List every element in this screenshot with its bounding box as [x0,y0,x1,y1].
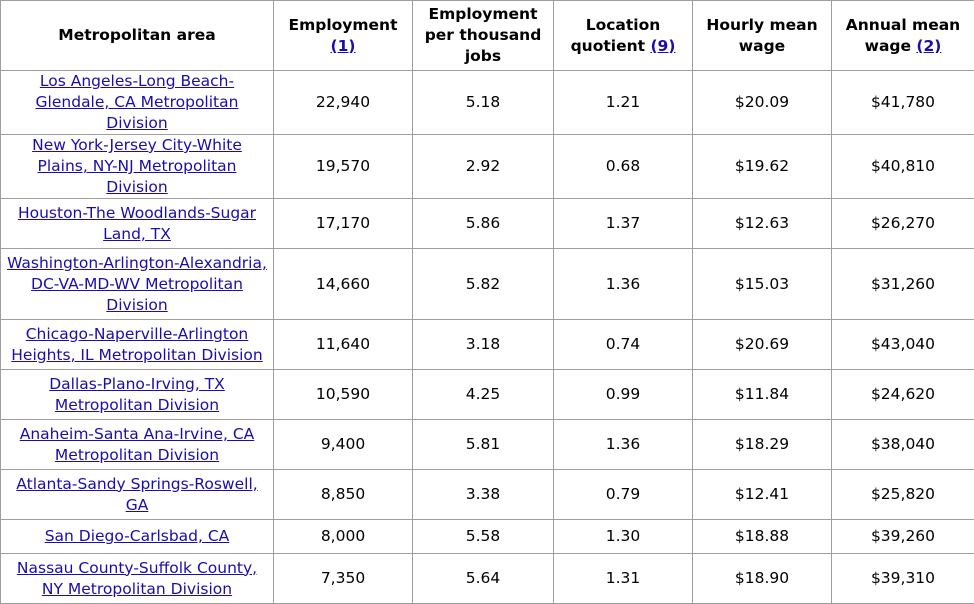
hourly-wage-cell: $15.03 [693,249,832,320]
table-row [1,135,974,199]
per-thousand-cell: 5.18 [413,71,554,135]
hourly-wage-cell: $18.90 [693,554,832,604]
header-employment: Employment (1) [274,1,413,71]
table-row [1,470,974,520]
table-row [1,71,974,135]
area-link[interactable]: Nassau County-Suffolk County, NY Metropolitan Division [17,559,257,598]
area-link[interactable]: Atlanta-Sandy Springs-Roswell, GA [16,475,257,514]
header-metropolitan-area: Metropolitan area [1,1,274,71]
annual-wage-cell: $41,780 [832,71,974,135]
hourly-wage-cell: $19.62 [693,135,832,199]
hourly-wage-cell: $18.29 [693,420,832,470]
annual-wage-cell: $40,810 [832,135,974,199]
employment-cell: 8,850 [274,470,413,520]
employment-cell: 10,590 [274,370,413,420]
location-quotient-cell: 0.79 [554,470,693,520]
area-cell [1,249,274,320]
location-quotient-cell: 1.31 [554,554,693,604]
per-thousand-cell: 3.38 [413,470,554,520]
table-row [1,249,974,320]
employment-cell: 14,660 [274,249,413,320]
footnote-link-9[interactable]: (9) [650,37,675,55]
table-row [1,420,974,470]
area-cell [1,370,274,420]
per-thousand-cell: 4.25 [413,370,554,420]
area-link[interactable]: San Diego-Carlsbad, CA [45,527,230,545]
header-hourly-mean-wage: Hourly mean wage [693,1,832,71]
location-quotient-cell: 0.68 [554,135,693,199]
hourly-wage-cell: $11.84 [693,370,832,420]
employment-cell: 22,940 [274,71,413,135]
table-row [1,520,974,554]
area-cell [1,420,274,470]
hourly-wage-cell: $20.69 [693,320,832,370]
area-link[interactable]: Chicago-Naperville-Arlington Heights, IL Metropolitan Division [11,325,262,364]
location-quotient-cell: 0.99 [554,370,693,420]
location-quotient-cell: 1.36 [554,249,693,320]
area-link[interactable]: Anaheim-Santa Ana-Irvine, CA Metropolitan Division [20,425,255,464]
location-quotient-cell: 1.36 [554,420,693,470]
area-link[interactable]: Washington-Arlington-Alexandria, DC-VA-MD-WV Metropolitan Division [7,254,267,314]
table-row [1,370,974,420]
employment-cell: 8,000 [274,520,413,554]
hourly-wage-cell: $12.63 [693,199,832,249]
hourly-wage-cell: $18.88 [693,520,832,554]
area-link[interactable]: Dallas-Plano-Irving, TX Metropolitan Division [49,375,225,414]
per-thousand-cell: 5.82 [413,249,554,320]
footnote-link-1[interactable]: (1) [331,37,356,55]
table-header-row [1,1,974,71]
per-thousand-cell: 2.92 [413,135,554,199]
location-quotient-cell: 1.37 [554,199,693,249]
area-link[interactable]: New York-Jersey City-White Plains, NY-NJ Metropolitan Division [32,136,242,196]
footnote-link-2[interactable]: (2) [916,37,941,55]
annual-wage-cell: $39,310 [832,554,974,604]
area-cell [1,470,274,520]
header-employment-per-thousand: Employment per thousand jobs [413,1,554,71]
table-row [1,554,974,604]
location-quotient-cell: 1.30 [554,520,693,554]
area-cell [1,71,274,135]
per-thousand-cell: 5.86 [413,199,554,249]
per-thousand-cell: 3.18 [413,320,554,370]
annual-wage-cell: $38,040 [832,420,974,470]
area-cell [1,135,274,199]
employment-cell: 9,400 [274,420,413,470]
annual-wage-cell: $25,820 [832,470,974,520]
area-cell [1,199,274,249]
area-link[interactable]: Houston-The Woodlands-Sugar Land, TX [18,204,256,243]
employment-cell: 7,350 [274,554,413,604]
location-quotient-cell: 1.21 [554,71,693,135]
employment-cell: 19,570 [274,135,413,199]
hourly-wage-cell: $20.09 [693,71,832,135]
annual-wage-cell: $43,040 [832,320,974,370]
table-row [1,320,974,370]
employment-cell: 11,640 [274,320,413,370]
annual-wage-cell: $26,270 [832,199,974,249]
per-thousand-cell: 5.81 [413,420,554,470]
area-cell [1,554,274,604]
area-cell [1,320,274,370]
header-annual-mean-wage: Annual mean wage (2) [832,1,974,71]
annual-wage-cell: $31,260 [832,249,974,320]
header-location-quotient: Location quotient (9) [554,1,693,71]
area-link[interactable]: Los Angeles-Long Beach-Glendale, CA Metropolitan Division [36,72,239,132]
annual-wage-cell: $39,260 [832,520,974,554]
per-thousand-cell: 5.58 [413,520,554,554]
area-cell [1,520,274,554]
location-quotient-cell: 0.74 [554,320,693,370]
annual-wage-cell: $24,620 [832,370,974,420]
hourly-wage-cell: $12.41 [693,470,832,520]
table-row [1,199,974,249]
per-thousand-cell: 5.64 [413,554,554,604]
employment-cell: 17,170 [274,199,413,249]
